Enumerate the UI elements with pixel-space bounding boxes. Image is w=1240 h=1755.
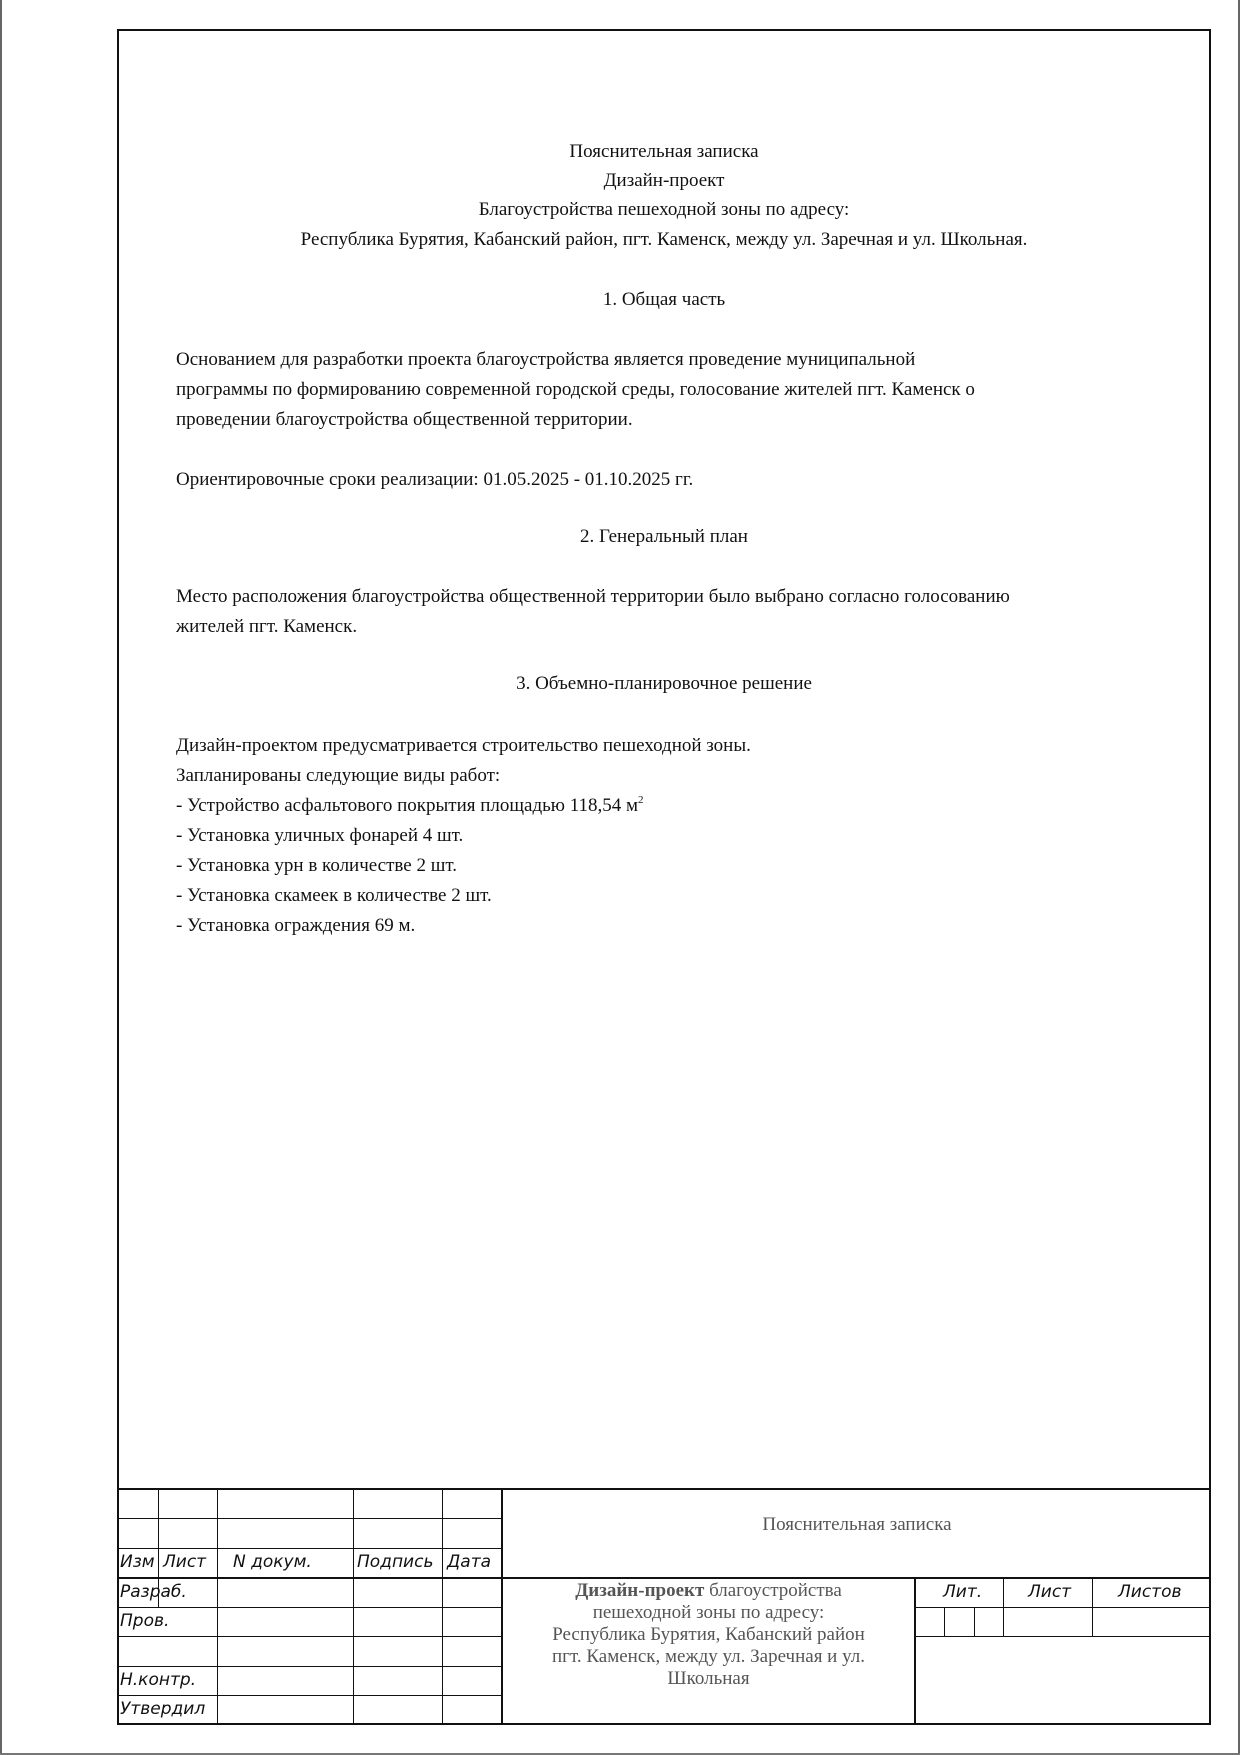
- tb-row-utverdil: Утвердил: [120, 1699, 206, 1719]
- doc-heading-line2: Дизайн-проект: [603, 170, 725, 191]
- tb-line-h7: [117, 1695, 502, 1696]
- tb-line-h1: [117, 1518, 502, 1519]
- tb-col-sign: Подпись: [357, 1552, 434, 1572]
- section2-paragraph: [176, 582, 1010, 642]
- section1-line1: Основанием для разработки проекта благоустройства является проведение муниципальной: [176, 349, 916, 370]
- section3-line2: Запланированы следующие виды работ:: [176, 765, 501, 786]
- tb-project-line4: пгт. Каменск, между ул. Заречная и ул.: [552, 1646, 865, 1667]
- work-item-asphalt-sup: 2: [638, 794, 644, 806]
- work-item-bins: - Установка урн в количестве 2 шт.: [176, 855, 457, 876]
- tb-hdr-list: Лист: [1028, 1582, 1072, 1602]
- tb-line-top: [117, 1488, 1211, 1490]
- section3-line1: Дизайн-проектом предусматривается строительство пешеходной зоны.: [176, 735, 751, 756]
- tb-line-lit-row: [915, 1607, 1211, 1608]
- title-block: [117, 1488, 1211, 1725]
- work-item-fence: - Установка ограждения 69 м.: [176, 915, 416, 936]
- doc-heading-line1: Пояснительная записка: [569, 141, 759, 162]
- section3-title: 3. Объемно-планировочное решение: [516, 673, 812, 694]
- tb-project-description: [503, 1580, 914, 1690]
- tb-project-rest: благоустройства: [704, 1580, 842, 1601]
- tb-project-line3: Республика Бурятия, Кабанский район: [552, 1624, 865, 1645]
- tb-line-h6: [117, 1666, 502, 1667]
- doc-heading-line3: Благоустройства пешеходной зоны по адресу:: [478, 199, 850, 220]
- tb-line-lit-1: [944, 1607, 945, 1636]
- tb-line-v8: [1092, 1577, 1093, 1636]
- tb-line-h5: [117, 1636, 502, 1637]
- page-edge-left: [0, 0, 2, 1755]
- tb-line-v4: [442, 1488, 443, 1725]
- tb-line-h3: [117, 1577, 1211, 1579]
- section2-line1: Место расположения благоустройства общественной территории было выбрано согласно голосованию: [176, 586, 1010, 607]
- tb-project-line2: пешеходной зоны по адресу:: [592, 1602, 825, 1623]
- section2-title: 2. Генеральный план: [580, 526, 748, 547]
- doc-heading-address: Республика Бурятия, Кабанский район, пгт. Каменск, между ул. Заречная и ул. Школьная.: [300, 229, 1028, 250]
- tb-hdr-listov: Листов: [1118, 1582, 1182, 1602]
- section3-list: [176, 731, 751, 941]
- tb-col-list: Лист: [163, 1552, 207, 1572]
- section2-line2: жителей пгт. Каменск.: [176, 616, 358, 637]
- tb-line-lit-2: [974, 1607, 975, 1636]
- tb-row-prov: Пров.: [120, 1611, 170, 1631]
- section1-line2: программы по формированию современной городской среды, голосование жителей пгт. Каменск о: [176, 379, 975, 400]
- tb-col-ndoc: N докум.: [233, 1552, 312, 1572]
- tb-hdr-lit: Лит.: [943, 1582, 983, 1602]
- work-item-asphalt: [176, 791, 751, 821]
- tb-col-izm: Изм: [120, 1552, 155, 1572]
- tb-line-h4: [117, 1607, 502, 1608]
- tb-project-line5: Школьная: [667, 1668, 750, 1689]
- tb-line-h2: [117, 1548, 502, 1549]
- work-item-asphalt-text: - Устройство асфальтового покрытия площадью 118,54 м: [176, 795, 639, 816]
- tb-line-lit-bottom: [915, 1636, 1211, 1637]
- tb-row-razrab: Разраб.: [120, 1582, 187, 1602]
- tb-line-v2: [217, 1488, 218, 1725]
- tb-line-v6: [914, 1577, 916, 1725]
- work-item-benches: - Установка скамеек в количестве 2 шт.: [176, 885, 492, 906]
- tb-row-nkontr: Н.контр.: [120, 1670, 197, 1690]
- section1-line3: проведении благоустройства общественной территории.: [176, 409, 633, 430]
- tb-project-bold: Дизайн-проект: [575, 1580, 705, 1601]
- work-item-lamps: - Установка уличных фонарей 4 шт.: [176, 825, 464, 846]
- tb-line-v7: [1003, 1577, 1004, 1636]
- section1-paragraph: [176, 345, 1206, 435]
- tb-col-date: Дата: [447, 1552, 492, 1572]
- tb-line-v3: [353, 1488, 354, 1725]
- section1-title: 1. Общая часть: [602, 289, 726, 310]
- tb-project-line1: [503, 1580, 914, 1602]
- tb-doc-title: Пояснительная записка: [762, 1514, 952, 1535]
- section1-terms: Ориентировочные сроки реализации: 01.05.2025 - 01.10.2025 гг.: [176, 469, 694, 490]
